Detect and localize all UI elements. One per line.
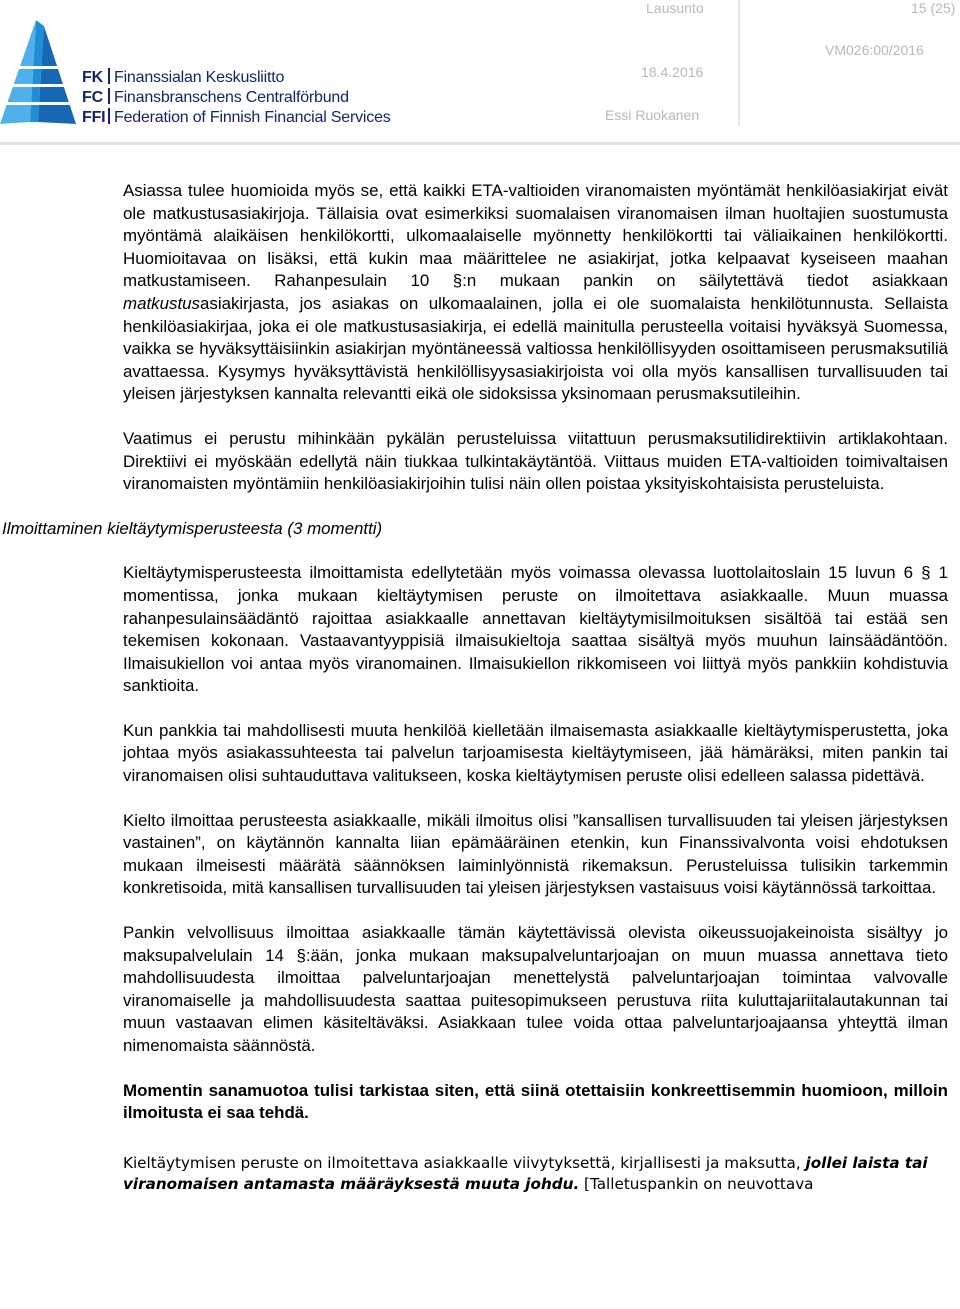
org-line-fc: FC Finansbranschens Centralförbund [82,89,349,106]
paragraph-proposed-wording: Kieltäytymisen peruste on ilmoitettava asiakkaalle viivytyksettä, kirjallisesti ja maksutta, jollei laista tai viranomaisen antamasta määräyksestä muuta johdu. [Talletuspankin on neuvottava [123,1153,928,1193]
header-rule [0,142,960,145]
paragraph-refusal-notice: Kieltäytymisperusteesta ilmoittamista edellytetään myös voimassa olevassa luottolaitoslain 15 luvun 6 § 1 momentissa, jonka mukaan kieltäytymisen peruste on ilmoitettava asiakkaalle. Muun muassa rahanpesulainsäädäntö rajoittaa asiakkaalle annettavan kieltäytymisilmoituksen sisältöä tai estää sen tekemisen kokonaan. Vastaavantyyppisiä ilmaisukieltoja saattaa sisältyä myös muuhun lainsäädäntöön. Ilmaisukiellon voi antaa myös viranomainen. Ilmaisukiellon rikkomiseen voi liittyä myös pankkiin kohdistuvia sanktioita. [123,563,948,696]
header-divider [738,0,740,126]
section-heading: Ilmoittaminen kieltäytymisperusteesta (3 momentti) [2,518,383,538]
paragraph-legal-remedies: Pankin velvollisuus ilmoittaa asiakkaalle tämän käytettävissä olevista oikeussuojakeinoista sisältyy jo maksupalvelulain 14 §:ään, jonka mukaan maksupalveluntarjoajan on muun muassa annettava tieto mahdollisuudesta ilmoittaa palveluntarjoajan menettelystä palveluntarjoajan toimintaa valvovalle viranomaiselle ja mahdollisuudesta saattaa puitesopimukseen perustuva riita kuluttajariitalautakunnan tai muun vastaavan elimen käsiteltäväksi. Asiakkaan tulee voida ottaa palveluntarjoajaansa yhteyttä ilman nimenomaista säännöstä. [123,923,948,1055]
paragraph-disclosure-ban: Kun pankkia tai mahdollisesti muuta henkilöä kielletään ilmaisemasta asiakkaalle kieltäytymisperustetta, joka johtaa myös asiakassuhteesta tai palvelun tarjoamisesta kieltäytymiseen, jää hämäräksi, miten pankin tai viranomaisen olisi suhtauduttava valitukseen, koska kieltäytymisen peruste olisi edelleen salassa pidettävä. [123,720,948,786]
reference-number: VM026:00/2016 [825,42,924,58]
document-body [0,180,960,1195]
paragraph-proposal: Momentin sanamuotoa tulisi tarkistaa siten, että siinä otettaisiin konkreettisemmin huomioon, milloin ilmoitusta ei saa tehdä. [123,1080,948,1123]
doc-type: Lausunto [646,0,704,16]
fk-logo [0,20,390,130]
paragraph-travel-documents: Asiassa tulee huomioida myös se, että kaikki ETA-valtioiden viranomaisten myöntämät henkilöasiakirjat eivät ole matkustusasiakirjoja. Tällaisia ovat esimerkiksi suomalaisen viranomaisen ilman huoltajien suostumusta myöntämä alaikäisen henkilökortti, ulkomaalaiselle myönnetty henkilökortti tai väliaikainen henkilökortti. Huomioitavaa on lisäksi, että kukin maa määrittelee ne asiakirjat, jotka kelpaavat kyseiseen maahan matkustamiseen. Rahanpesulain 10 §:n mukaan pankin on säilytettävä tiedot asiakkaan matkustusasiakirjasta, jos asiakas on ulkomaalainen, jolla ei ole suomalaista henkilötunnusta. Sellaista henkilöasiakirjaa, joka ei ole matkustusasiakirja, ei edellä mainitulla perusteella voitaisi hyväksyä Suomessa, vaikka se hyväksyttäisiinkin asiakirjan myöntäneessä valtiossa henkilöllisyyden osoittamiseen perusmaksutiliä avattaessa. Kysymys hyväksyttävistä henkilöllisyysasiakirjoista voi olla myös kansallisen turvallisuuden tai yleisen järjestyksen kannalta relevantti eikä ole sidoksissa yksinomaan perusmaksutileihin. [123,181,948,404]
org-line-fk: FK Finanssialan Keskusliitto [82,69,285,86]
org-line-ffi: FFI Federation of Finnish Financial Services [82,109,391,126]
paragraph-directive-basis: Vaatimus ei perustu mihinkään pykälän perusteluissa viitattuun perusmaksutilidirektiivin artiklakohtaan. Direktiivi ei myöskään edellytä näin tiukkaa tulkintakäytäntöä. Viittaus muiden ETA-valtioiden toimivaltaisen viranomaisten myöntämiin henkilöasiakirjoihin tulisi näin ollen poistaa yksityiskohtaisista perusteluista. [123,428,948,494]
document-date: 18.4.2016 [641,64,704,80]
paragraph-national-security: Kielto ilmoittaa perusteesta asiakkaalle, mikäli ilmoitus olisi ”kansallisen turvallisuuden tai yleisen järjestyksen vastainen”, on käytännön kannalta liian epämääräinen etenkin, kun Finanssivalvonta voisi ehdotuksen mukaan ilmeisesti määrätä säännöksen laiminlyönnistä rikemaksun. Perusteluissa tulisikin tarkemmin konkretisoida, mitä kansallisen turvallisuuden tai yleisen järjestyksen vastaisuus voisi käytännössä tarkoittaa. [123,810,948,898]
author-name: Essi Ruokanen [605,107,700,123]
page-number: 15 (25) [911,0,956,16]
pyramid-logo-icon [0,20,80,130]
